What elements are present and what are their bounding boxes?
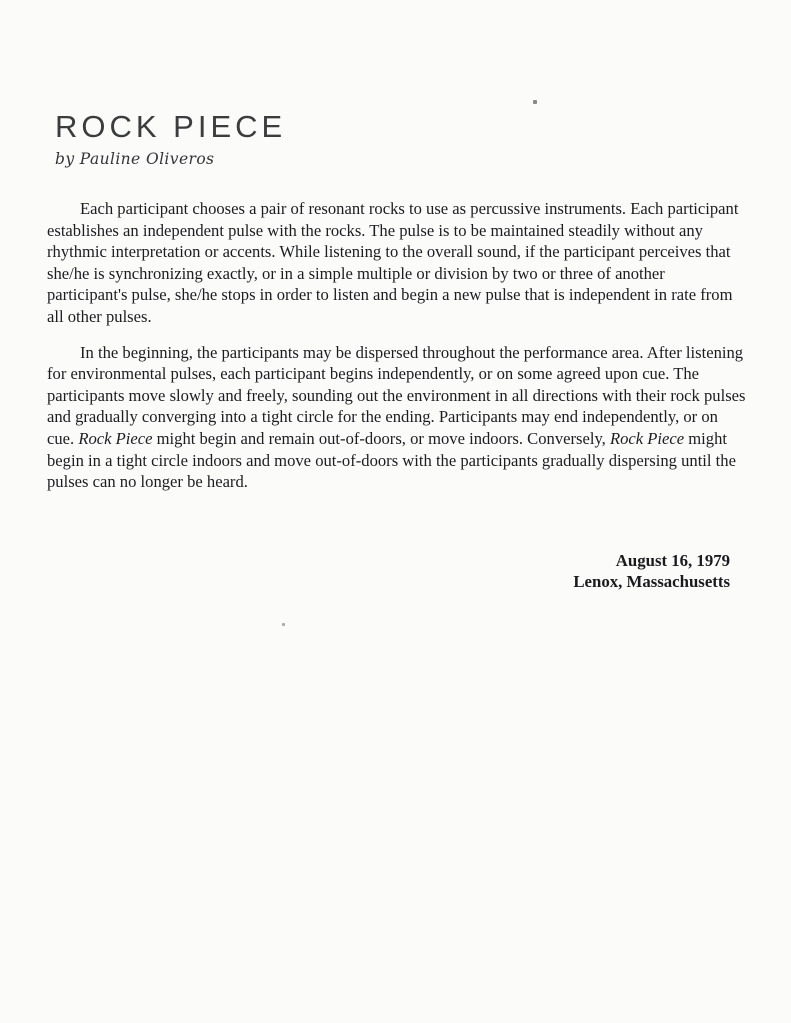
- paragraph: In the beginning, the participants may be dispersed throughout the performance area. After listening for environmental pulses, each participant begins independently, or on some agreed upon cue. The participants move slowly and freely, sounding out the environment in all directions with their rock pulses and gradually converging into a tight circle for the ending. Participants may end independently, or on cue. Rock Piece might begin and remain out-of-doors, or move indoors. Conversely, Rock Piece might begin in a tight circle indoors and move out-of-doors with the participants gradually dispersing until the pulses can no longer be heard.: [47, 342, 746, 492]
- date-line: August 16, 1979: [615, 551, 730, 570]
- document-header: [55, 110, 286, 168]
- page-title: ROCK PIECE: [55, 109, 287, 144]
- paragraph: Each participant chooses a pair of resonant rocks to use as percussive instruments. Each participant establishes an independent pulse with the rocks. The pulse is to be maintained steadily without any rhythmic interpretation or accents. While listening to the overall sound, if the participant perceives that she/he is synchronizing exactly, or in a simple multiple or division by two or three of another participant's pulse, she/he stops in order to listen and begin a new pulse that is independent in rate from all other pulses.: [47, 199, 739, 326]
- byline: by Pauline Oliveros: [55, 150, 215, 169]
- scan-speck: [282, 623, 285, 626]
- score-instructions: [47, 198, 747, 507]
- signature-block: [573, 551, 730, 592]
- location-line: Lenox, Massachusetts: [573, 571, 730, 591]
- scan-speck: [533, 100, 537, 104]
